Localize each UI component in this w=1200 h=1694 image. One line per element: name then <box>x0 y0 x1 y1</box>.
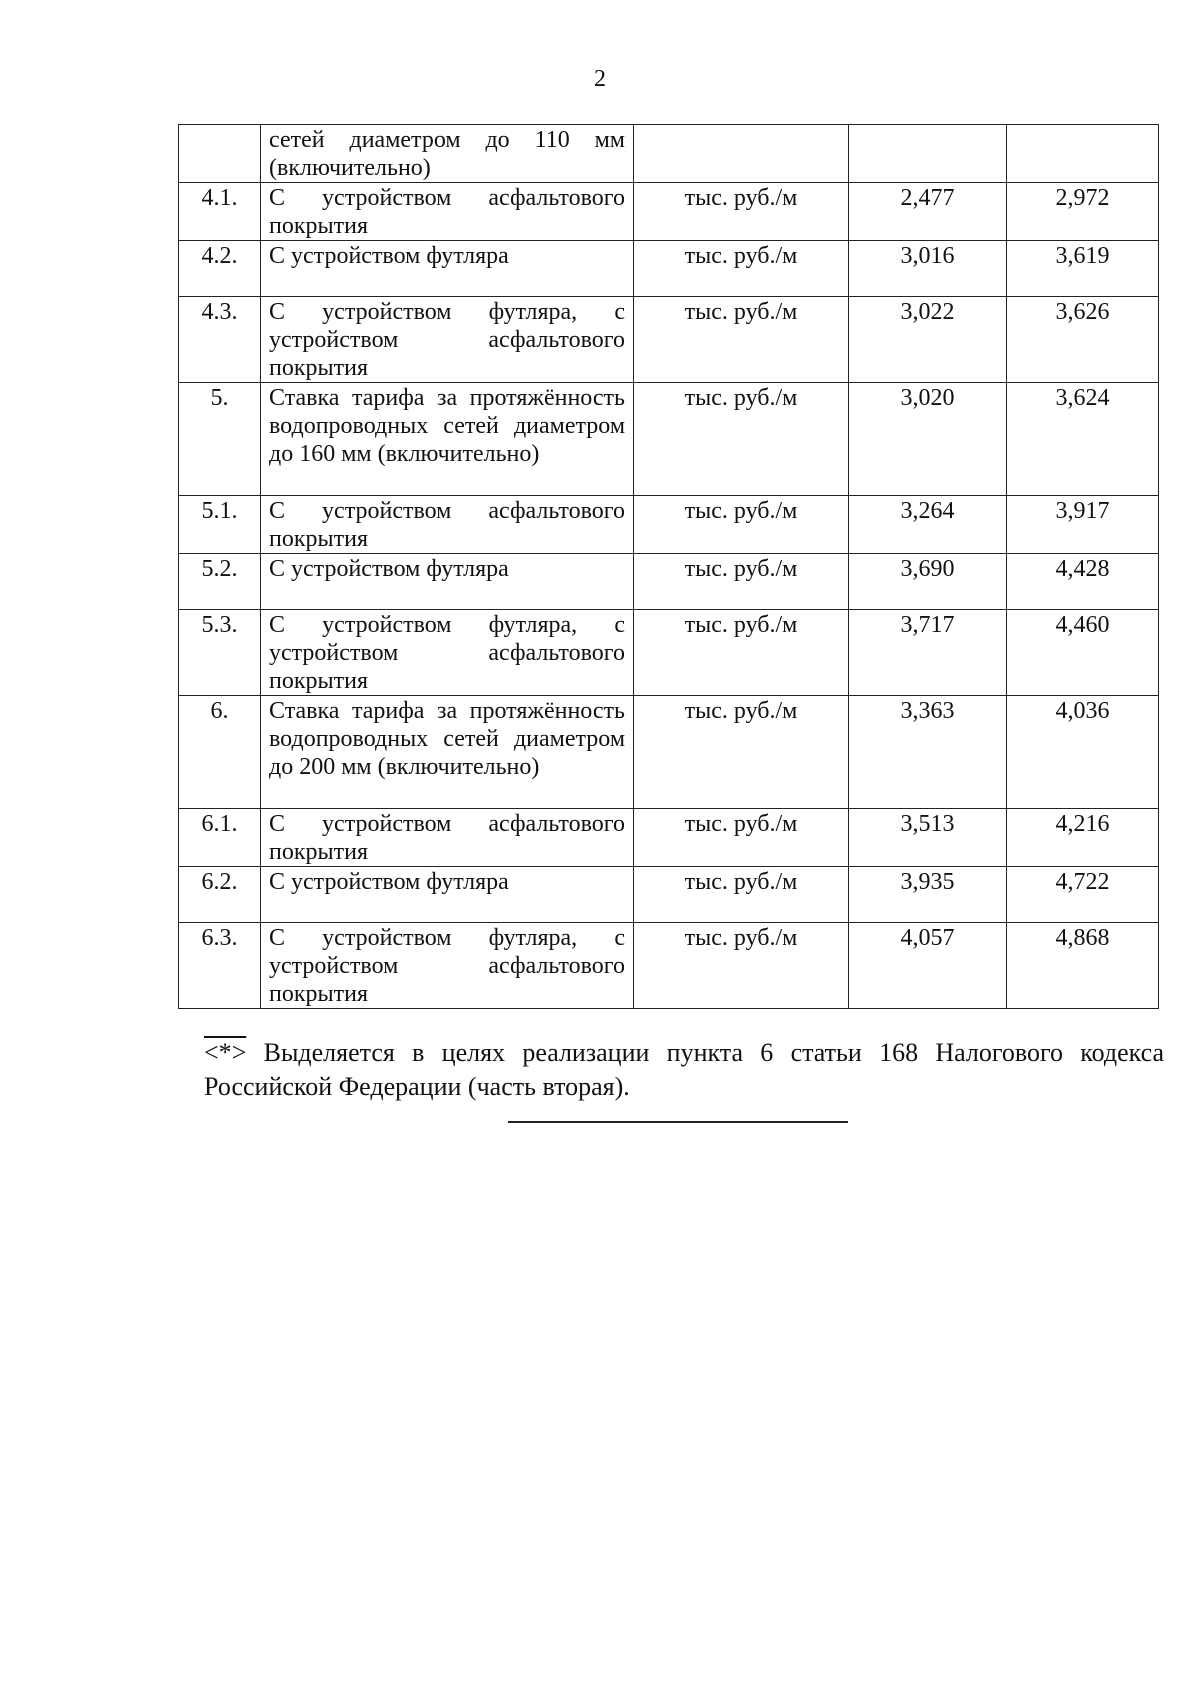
table-row <box>179 923 1159 1009</box>
row-number: 4.2. <box>179 241 261 297</box>
row-name: С устройством футляра, с устройством асфальтового покрытия <box>261 923 634 1009</box>
row-value-1: 3,935 <box>849 867 1007 923</box>
row-number: 4.1. <box>179 183 261 241</box>
row-unit: тыс. руб./м <box>634 809 849 867</box>
row-unit: тыс. руб./м <box>634 923 849 1009</box>
row-value-2: 2,972 <box>1007 183 1159 241</box>
row-name: сетей диаметром до 110 мм (включительно) <box>261 125 634 183</box>
row-unit: тыс. руб./м <box>634 241 849 297</box>
row-name: С устройством асфальтового покрытия <box>261 183 634 241</box>
row-value-2: 4,428 <box>1007 554 1159 610</box>
row-value-2: 3,624 <box>1007 383 1159 496</box>
row-value-2: 3,626 <box>1007 297 1159 383</box>
row-value-1: 3,690 <box>849 554 1007 610</box>
row-value-2: 4,722 <box>1007 867 1159 923</box>
table-row <box>179 383 1159 496</box>
row-name: С устройством футляра <box>261 867 634 923</box>
row-unit: тыс. руб./м <box>634 297 849 383</box>
row-value-1 <box>849 125 1007 183</box>
row-unit: тыс. руб./м <box>634 610 849 696</box>
row-value-1: 4,057 <box>849 923 1007 1009</box>
row-value-1: 3,016 <box>849 241 1007 297</box>
row-value-2: 3,619 <box>1007 241 1159 297</box>
row-value-1: 3,022 <box>849 297 1007 383</box>
row-unit: тыс. руб./м <box>634 383 849 496</box>
row-number: 6.2. <box>179 867 261 923</box>
row-number: 4.3. <box>179 297 261 383</box>
row-value-1: 3,020 <box>849 383 1007 496</box>
page-number: 2 <box>594 66 606 92</box>
row-name: С устройством футляра <box>261 554 634 610</box>
row-name: Ставка тарифа за протяжённость водопроводных сетей диаметром до 160 мм (включительно) <box>261 383 634 496</box>
table-row <box>179 496 1159 554</box>
row-unit: тыс. руб./м <box>634 867 849 923</box>
table-row <box>179 696 1159 809</box>
row-value-2 <box>1007 125 1159 183</box>
table-row <box>179 297 1159 383</box>
row-value-2: 4,216 <box>1007 809 1159 867</box>
row-number: 5.1. <box>179 496 261 554</box>
row-value-2: 4,036 <box>1007 696 1159 809</box>
row-value-1: 3,717 <box>849 610 1007 696</box>
end-rule <box>508 1121 848 1123</box>
row-number <box>179 125 261 183</box>
row-name: С устройством футляра <box>261 241 634 297</box>
footnote-text: Выделяется в целях реализации пункта 6 статьи 168 Налогового кодекса Российской Федерации (часть вторая). <box>204 1038 1164 1101</box>
row-name: С устройством футляра, с устройством асфальтового покрытия <box>261 610 634 696</box>
table-row <box>179 554 1159 610</box>
row-number: 5.2. <box>179 554 261 610</box>
row-name: С устройством футляра, с устройством асфальтового покрытия <box>261 297 634 383</box>
row-value-2: 3,917 <box>1007 496 1159 554</box>
row-name: С устройством асфальтового покрытия <box>261 809 634 867</box>
table-row <box>179 809 1159 867</box>
row-number: 6. <box>179 696 261 809</box>
row-value-1: 2,477 <box>849 183 1007 241</box>
tariff-table-body <box>179 125 1159 1009</box>
row-value-2: 4,868 <box>1007 923 1159 1009</box>
row-unit: тыс. руб./м <box>634 696 849 809</box>
row-number: 6.1. <box>179 809 261 867</box>
tariff-table <box>178 124 1159 1009</box>
row-value-1: 3,264 <box>849 496 1007 554</box>
row-unit: тыс. руб./м <box>634 554 849 610</box>
table-row <box>179 610 1159 696</box>
table-row <box>179 241 1159 297</box>
row-value-1: 3,513 <box>849 809 1007 867</box>
table-row <box>179 183 1159 241</box>
row-value-1: 3,363 <box>849 696 1007 809</box>
row-number: 5.3. <box>179 610 261 696</box>
row-name: С устройством асфальтового покрытия <box>261 496 634 554</box>
table-row <box>179 125 1159 183</box>
footnote-mark: <*> <box>204 1038 247 1067</box>
row-value-2: 4,460 <box>1007 610 1159 696</box>
row-name: Ставка тарифа за протяжённость водопроводных сетей диаметром до 200 мм (включительно) <box>261 696 634 809</box>
table-row <box>179 867 1159 923</box>
row-number: 5. <box>179 383 261 496</box>
row-unit: тыс. руб./м <box>634 496 849 554</box>
footnote <box>204 1036 1164 1104</box>
row-unit: тыс. руб./м <box>634 183 849 241</box>
row-number: 6.3. <box>179 923 261 1009</box>
row-unit <box>634 125 849 183</box>
